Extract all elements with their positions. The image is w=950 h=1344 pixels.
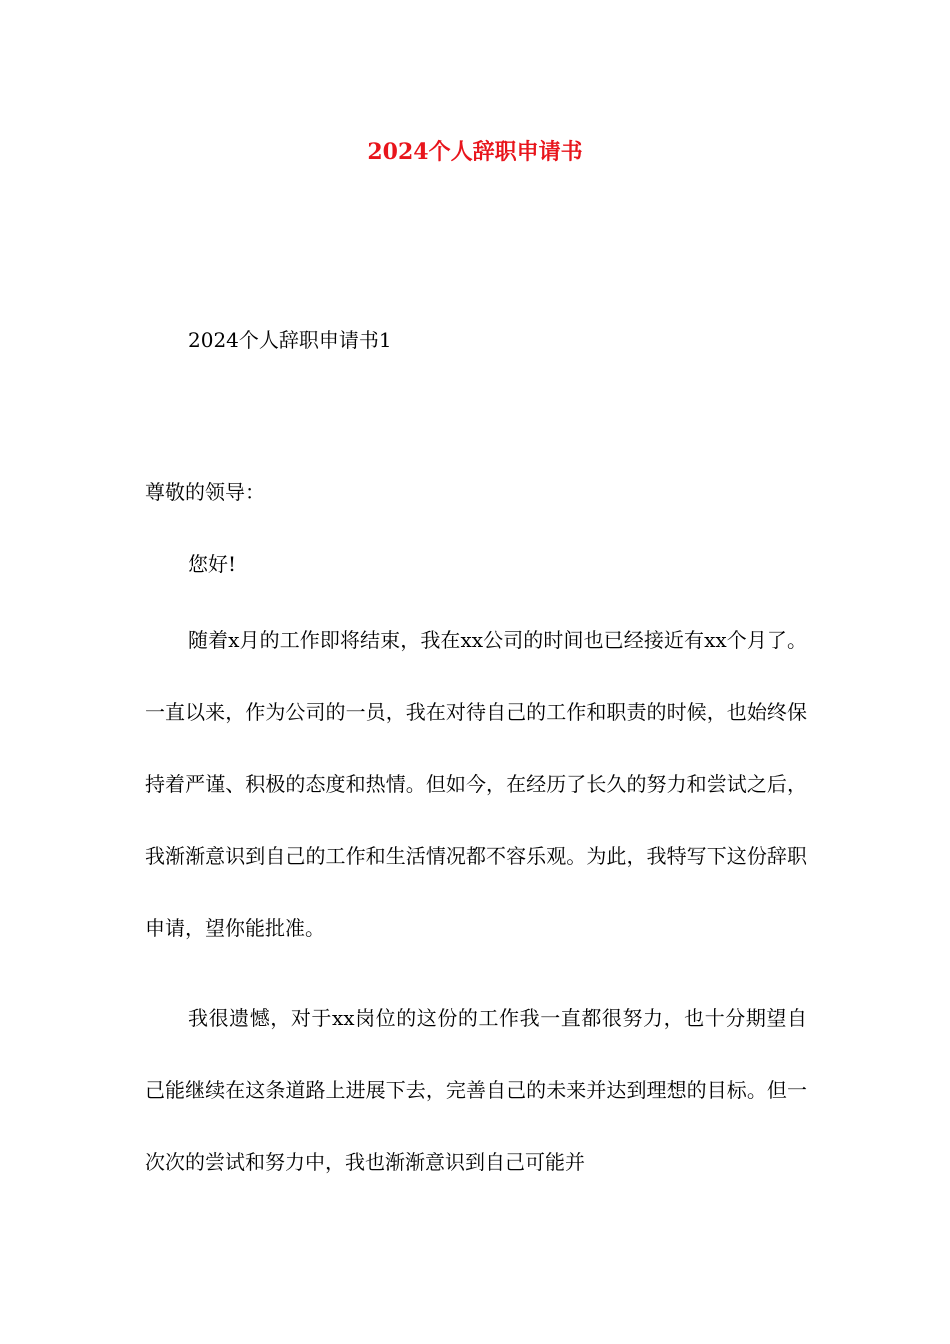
section-heading: 2024个人辞职申请书1 bbox=[188, 328, 392, 352]
body-paragraph: 我很遗憾，对于xx岗位的这份的工作我一直都很努力，也十分期望自己能继续在这条道路上进展下去，完善自己的未来并达到理想的目标。但一次次的尝试和努力中，我也渐渐意识到自己可能并 bbox=[145, 1006, 807, 1174]
greeting: 您好! bbox=[188, 552, 237, 576]
document-title: 2024个人辞职申请书 bbox=[367, 139, 583, 165]
salutation: 尊敬的领导： bbox=[145, 480, 265, 504]
body-paragraph: 随着x月的工作即将结束，我在xx公司的时间也已经接近有xx个月了。一直以来，作为公司的一员，我在对待自己的工作和职责的时候，也始终保持着严谨、积极的态度和热情。但如今，在经历了长久的努力和尝试之后，我渐渐意识到自己的工作和生活情况都不容乐观。为此，我特写下这份辞职申请，望你能批准。 bbox=[145, 628, 807, 940]
